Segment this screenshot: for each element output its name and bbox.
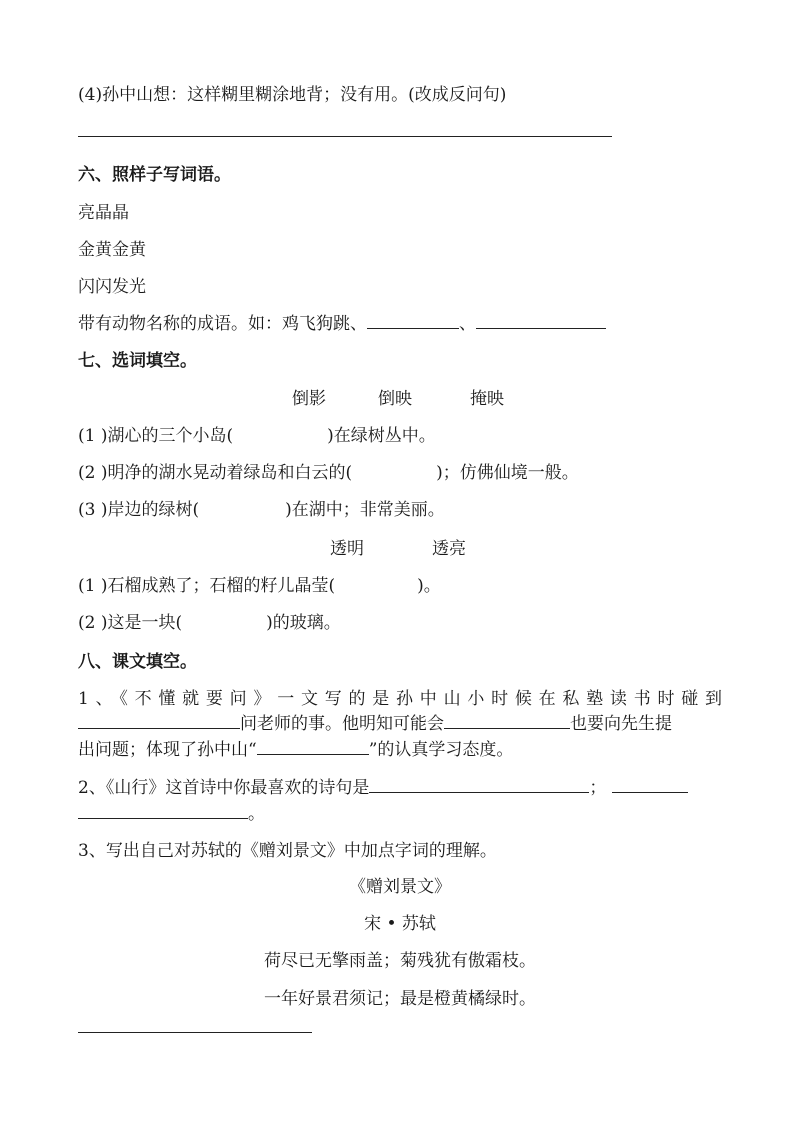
fill-q1-pre: (1 )湖心的三个小岛( bbox=[78, 426, 234, 446]
item1-blank-3[interactable] bbox=[257, 740, 369, 755]
word-choice-5: 透亮 bbox=[432, 539, 466, 559]
text-fill-item-2-line-1 bbox=[78, 773, 688, 798]
item2-end: 。 bbox=[248, 804, 265, 824]
word-choice-4: 透明 bbox=[330, 539, 364, 559]
example-word-1: 亮晶晶 bbox=[78, 203, 129, 223]
example-word-3: 闪闪发光 bbox=[78, 277, 146, 297]
fill-question-2 bbox=[78, 458, 579, 483]
poem-author: 宋 • 苏轼 bbox=[364, 914, 436, 934]
fill-question-1 bbox=[78, 421, 436, 446]
example-word-2: 金黄金黄 bbox=[78, 240, 146, 260]
item1-blank-2[interactable] bbox=[444, 714, 570, 729]
text-fill-item-2-line-2 bbox=[78, 799, 265, 824]
fill-q5-pre: (2 )这是一块( bbox=[78, 613, 183, 633]
fill-q2-pre: (2 )明净的湖水晃动着绿岛和白云的( bbox=[78, 463, 353, 483]
answer-line-q4[interactable] bbox=[78, 136, 612, 137]
text-fill-item-1-line-2 bbox=[78, 709, 672, 734]
poem-line-2: 一年好景君须记；最是橙黄橘绿时。 bbox=[264, 989, 536, 1009]
item1-text-d: ”的认真学习态度。 bbox=[368, 740, 514, 760]
idiom-prefix: 带有动物名称的成语。如：鸡飞狗跳、 bbox=[78, 314, 367, 334]
item1-text-b: 也要向先生提 bbox=[570, 714, 672, 734]
text-fill-item-1-line-1: 1、《不懂就要问》一文写的是孙中山小时候在私塾读书时碰到 bbox=[78, 689, 722, 709]
fill-q1-post: )在绿树丛中。 bbox=[327, 426, 436, 446]
fill-q3-post: )在湖中；非常美丽。 bbox=[285, 500, 445, 520]
item1-text-a: 问老师的事。他明知可能会 bbox=[240, 714, 444, 734]
item2-text-a: 2、《山行》这首诗中你最喜欢的诗句是 bbox=[78, 778, 370, 798]
word-choice-2: 倒映 bbox=[378, 389, 412, 409]
fill-question-4 bbox=[78, 571, 441, 596]
text-fill-item-3: 3、写出自己对苏轼的《赠刘景文》中加点字词的理解。 bbox=[78, 841, 497, 861]
idiom-question bbox=[78, 309, 606, 334]
item1-text-c: 出问题；体现了孙中山“ bbox=[78, 740, 257, 760]
section-8-heading: 八、课文填空。 bbox=[78, 652, 197, 672]
fill-q4-post: )。 bbox=[417, 576, 441, 596]
poem-line-1: 荷尽已无擎雨盖；菊残犹有傲霜枝。 bbox=[264, 951, 536, 971]
poem-title: 《赠刘景文》 bbox=[349, 877, 451, 897]
item2-blank-3[interactable] bbox=[78, 804, 248, 819]
fill-q2-post: )；仿佛仙境一般。 bbox=[436, 463, 579, 483]
idiom-blank-2[interactable] bbox=[476, 314, 606, 329]
idiom-separator: 、 bbox=[459, 314, 476, 334]
item2-blank-1[interactable] bbox=[369, 778, 589, 793]
word-choice-3: 掩映 bbox=[470, 389, 504, 409]
item2-blank-2[interactable] bbox=[612, 778, 688, 793]
item1-blank-1[interactable] bbox=[78, 714, 240, 729]
text-fill-item-1-line-3 bbox=[78, 735, 513, 760]
section-6-heading: 六、照样子写词语。 bbox=[78, 165, 231, 185]
fill-q3-pre: (3 )岸边的绿树( bbox=[78, 500, 200, 520]
idiom-blank-1[interactable] bbox=[367, 314, 459, 329]
item2-text-b: ； bbox=[589, 778, 607, 798]
fill-q4-pre: (1 )石榴成熟了；石榴的籽儿晶莹( bbox=[78, 576, 336, 596]
fill-question-5 bbox=[78, 608, 341, 633]
question-4-text: (4)孙中山想：这样糊里糊涂地背；没有用。(改成反问句) bbox=[78, 85, 507, 105]
fill-q5-post: )的玻璃。 bbox=[266, 613, 341, 633]
word-choice-1: 倒影 bbox=[292, 389, 326, 409]
section-7-heading: 七、选词填空。 bbox=[78, 351, 197, 371]
fill-question-3 bbox=[78, 495, 445, 520]
answer-line-item-3[interactable] bbox=[78, 1032, 312, 1033]
